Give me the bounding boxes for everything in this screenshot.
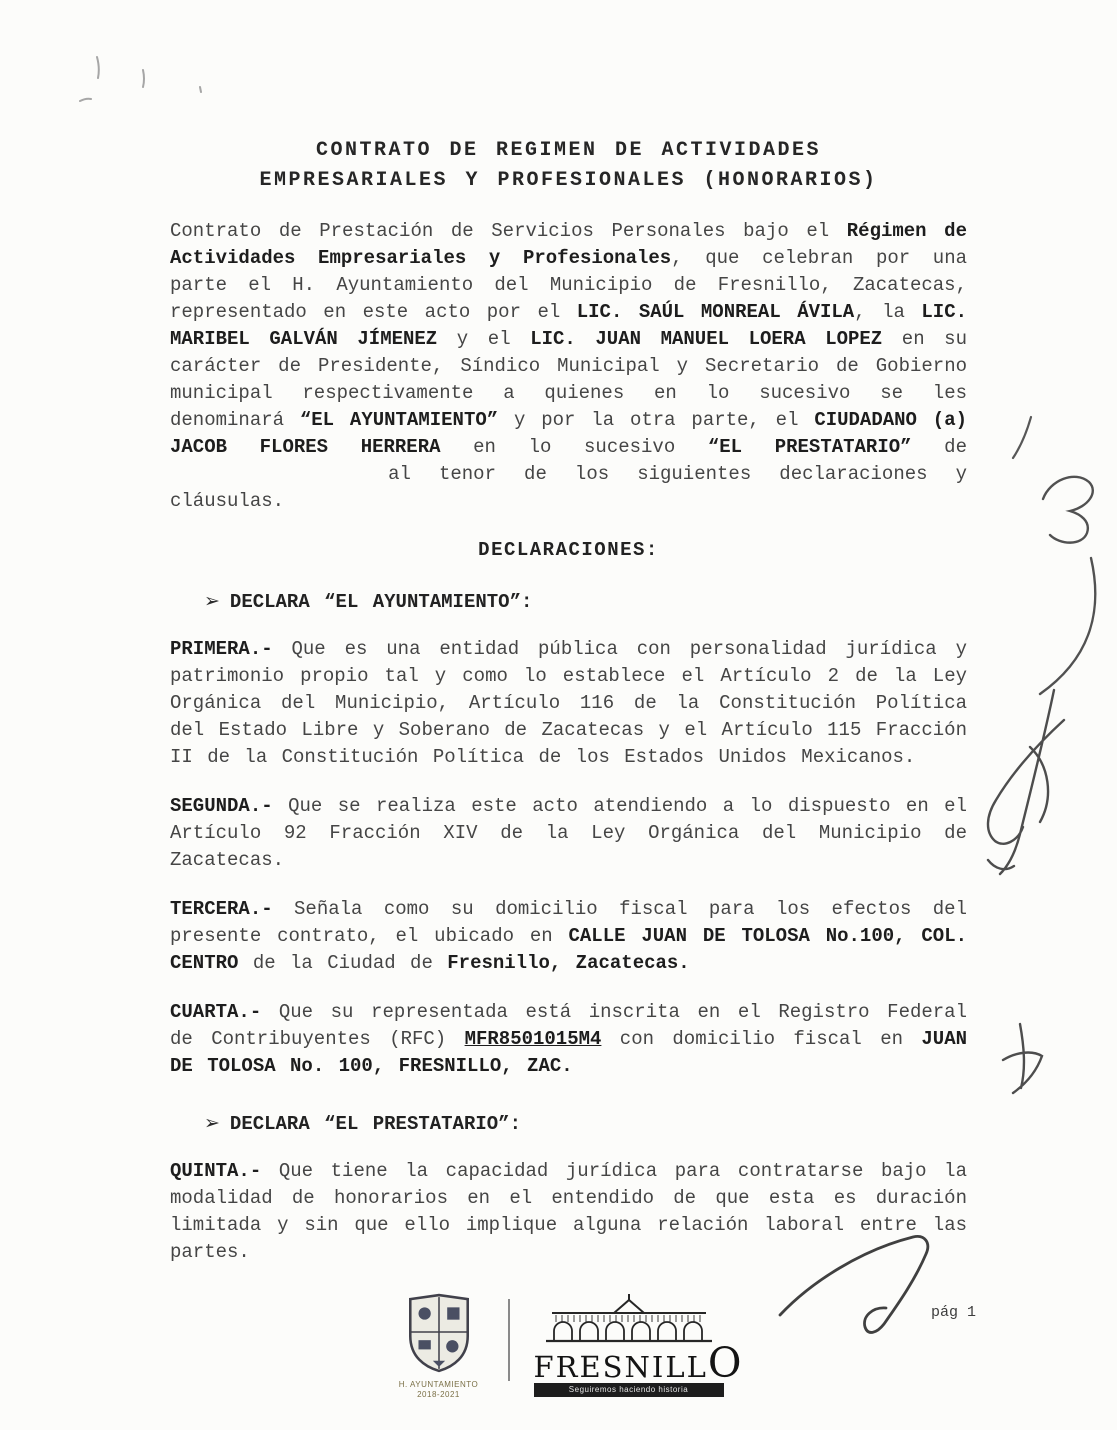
coat-of-arms-caption-line1: H. AYUNTAMIENTO xyxy=(398,1380,479,1389)
arrow-bullet-icon: ➢ xyxy=(204,1112,220,1134)
declaraciones-heading: DECLARACIONES: xyxy=(478,539,659,561)
pen-scribble-right-2 xyxy=(1043,477,1093,543)
fresnillo-wordmark-text: FRESNILL xyxy=(533,1350,708,1384)
footer-divider xyxy=(508,1299,510,1381)
fresnillo-tagline: Seguiremos haciendo historia xyxy=(534,1383,724,1397)
coat-of-arms-shield-icon xyxy=(406,1293,472,1373)
clause-cuarta: CUARTA.- Que su representada está inscrita en el Registro Federal de Contribuyentes (RFC) MFR8501015M4 con domicilio fiscal en JUAN DE TOLOSA No. 100, FRESNILLO, ZAC. xyxy=(170,1001,967,1077)
declara-prestatario-heading xyxy=(170,1110,967,1138)
pen-signature-right xyxy=(988,690,1064,874)
document-title xyxy=(170,136,967,196)
document-body xyxy=(170,136,967,1288)
fresnillo-wordmark xyxy=(533,1339,744,1387)
pen-stroke-right-1 xyxy=(1013,417,1031,458)
clause-segunda: SEGUNDA.- Que se realiza este acto atendiendo a lo dispuesto en el Artículo 92 Fracción XIV de la Ley Orgánica del Municipio de Zacatecas. xyxy=(170,795,967,871)
declara-ayuntamiento-label: DECLARA “EL AYUNTAMIENTO”: xyxy=(229,591,533,613)
fresnillo-building-icon xyxy=(544,1293,714,1343)
pen-curve-right-3 xyxy=(1040,558,1095,694)
arrow-bullet-icon: ➢ xyxy=(204,590,220,612)
page-number: pág 1 xyxy=(931,1304,977,1321)
document-title-line2: EMPRESARIALES Y PROFESIONALES (HONORARIOS) xyxy=(259,169,878,192)
document-title-line1: CONTRATO DE REGIMEN DE ACTIVIDADES xyxy=(315,139,822,162)
clause-tercera: TERCERA.- Señala como su domicilio fiscal para los efectos del presente contrato, el ubicado en CALLE JUAN DE TOLOSA No.100, COL. CENTRO de la Ciudad de Fresnillo, Zacatecas. xyxy=(170,898,967,974)
municipal-coat-of-arms-logo xyxy=(394,1293,484,1400)
fresnillo-wordmark-big-o: O xyxy=(707,1339,744,1387)
clause-primera: PRIMERA.- Que es una entidad pública con personalidad jurídica y patrimonio propio tal y como lo establece el Artículo 2 de la Ley Orgánica del Municipio, Artículo 116 de la Constitución Política del Estado Libre y Soberano de Zacatecas y el Artículo 115 Fracción II de la Constitución Política de los Estados Unidos Mexicanos. xyxy=(170,638,967,768)
declara-ayuntamiento-heading xyxy=(170,588,967,616)
clause-quinta: QUINTA.- Que tiene la capacidad jurídica para contratarse bajo la modalidad de honorarios en el entendido de que esta es duración limitada y sin que ello implique alguna relación laboral entre las partes. xyxy=(170,1160,967,1263)
coat-of-arms-caption-line2: 2018-2021 xyxy=(417,1390,460,1399)
coat-of-arms-caption xyxy=(394,1380,484,1400)
intro-paragraph: Contrato de Prestación de Servicios Personales bajo el Régimen de Actividades Empresariales y Profesionales, que celebran por una parte el H. Ayuntamiento del Municipio de Fresnillo, Zacatecas, representado en este acto por el LIC. SAÚL MONREAL ÁVILA, la LIC. MARIBEL GALVÁN JÍMENEZ y el LIC. JUAN MANUEL LOERA LOPEZ en su carácter de Presidente, Síndico Municipal y Secretario de Gobierno municipal respectivamente a quienes en lo sucesivo se les denominará “EL AYUNTAMIENTO” y por la otra parte, el CIUDADANO (a) JACOB FLORES HERRERA en lo sucesivo “EL PRESTATARIO” de al tenor de los siguientes declaraciones y cláusulas. xyxy=(170,220,967,512)
fresnillo-logo xyxy=(533,1293,744,1397)
declara-prestatario-label: DECLARA “EL PRESTATARIO”: xyxy=(229,1113,521,1135)
pen-mark-right-4 xyxy=(1003,1024,1042,1093)
pen-mark-top-left xyxy=(80,57,201,101)
